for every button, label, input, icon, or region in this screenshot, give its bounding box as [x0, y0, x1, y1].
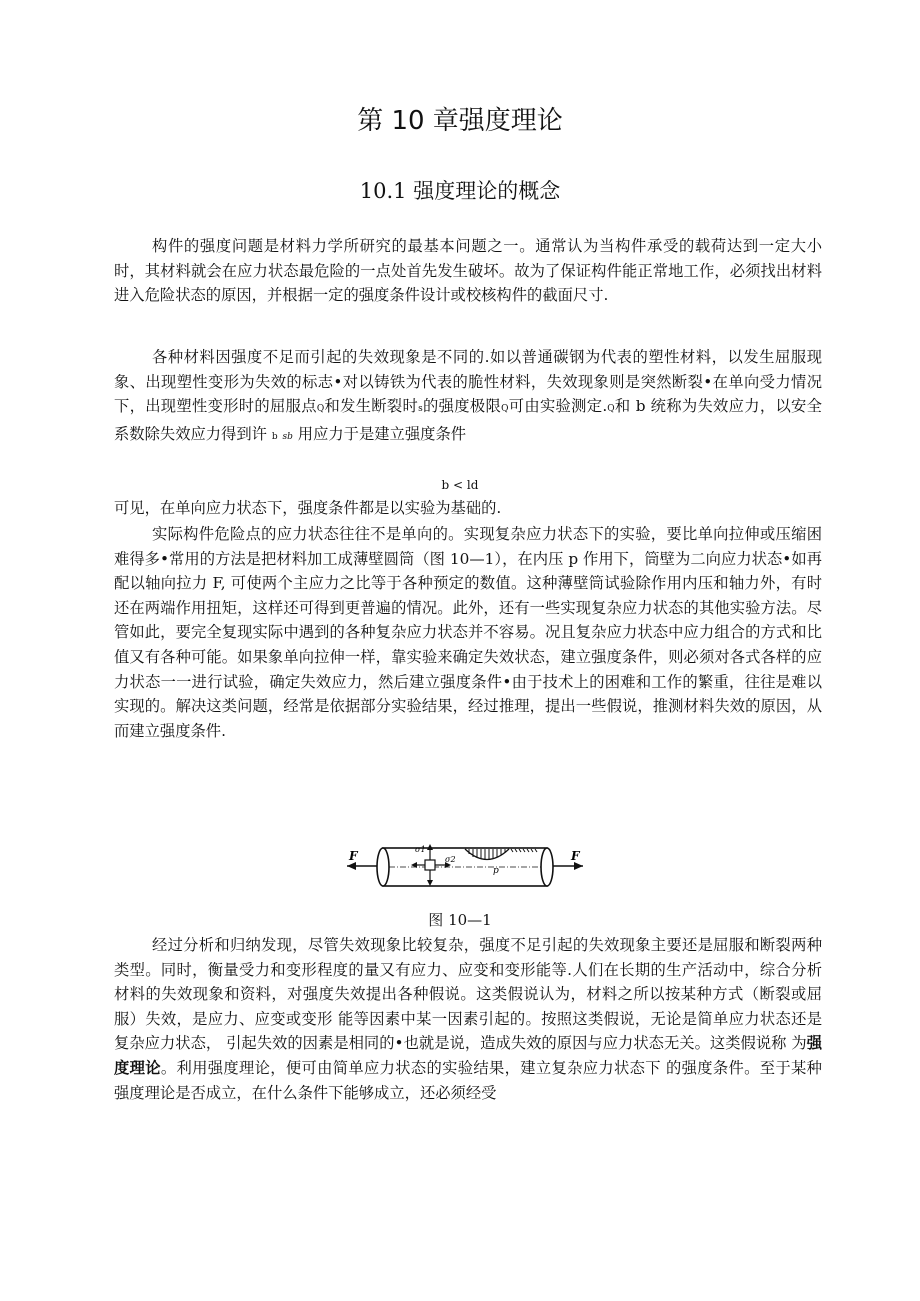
label-sigma1: σ1 — [415, 845, 426, 854]
cylinder-left-end — [377, 848, 389, 886]
section-title: 10.1 强度理论的概念 — [359, 179, 561, 203]
paragraph-2-text-a: 各种材料因强度不足而引起的失效现象是不同的.如以普通碳钢为代表的塑性材料，以发生屈服现象、出现塑性变形为失效的标志•对以铸铁为代表的脆性材料，失效现象则是突然断裂•在单向受力情况下，出现塑性变形时的屈服点 — [114, 348, 822, 416]
symbol-b: b — [271, 431, 278, 442]
figure-caption: 图 10—1 — [428, 911, 492, 929]
paragraph-5-text-b: 。利用强度理论，便可由简单应力状态的实验结果，建立复杂应力状态下 的强度条件。至于某种强度理论是否成立，在什么条件下能够成立，还必须经受 — [114, 1058, 822, 1102]
symbol-q3: Q — [607, 404, 615, 415]
paragraph-4: 实际构件危险点的应力状态往往不是单向的。实现复杂应力状态下的实验，要比单向拉伸或压缩困难得多•常用的方法是把材料加工成薄壁圆筒（图 10—1），在内压 p 作用下，筒壁为二向应力状态•如再配以轴向拉力 F, 可使两个主应力之比等于各种预定的数值。这种薄壁筒试验除作用内压和轴力外，有时还在两端作用扭矩，这样还可得到更普遍的情况。此外，还有一些实现复杂应力状态的其他实验方法。尽管如此，要完全复现实际中遇到的各种复杂应力状态并不容易。况且复杂应力状态中应力组合的方式和比值又有各种可能。如果象单向拉伸一样，靠实验来确定失效状态，建立强度条件，则必须对各式各样的应力状态一一进行试验，确定失效应力，然后建立强度条件•由于技术上的困难和工作的繁重，往往是难以实现的。解决这类问题，经常是依据部分实验结果，经过推理，提出一些假说，推测材料失效的原因，从而建立强度条件. — [114, 525, 822, 740]
label-sigma2: σ2 — [445, 855, 456, 864]
term-strength-theory: 强度理论 — [114, 1034, 822, 1077]
label-f-left: F — [349, 849, 358, 863]
paragraph-2 — [114, 345, 822, 449]
chapter-title: 第 10 章强度理论 — [357, 106, 563, 136]
pressure-curve — [465, 849, 509, 860]
paragraph-5 — [114, 933, 822, 1105]
force-arrowhead-left — [347, 862, 356, 870]
symbol-sb: sb — [282, 431, 293, 442]
stress-element — [425, 860, 435, 870]
paragraph-3: 可见，在单向应力状态下，强度条件都是以实验为基础的. — [114, 499, 502, 517]
force-arrowhead-right — [574, 862, 583, 870]
thin-wall-cylinder-figure — [345, 838, 585, 900]
paragraph-2-text-f: 用应力于是建立强度条件 — [297, 424, 467, 443]
label-f-right: F — [571, 849, 580, 863]
label-p: p — [493, 866, 499, 876]
paragraph-1: 构件的强度问题是材料力学所研究的最基本问题之一。通常认为当构件承受的载荷达到一定大小时，其材料就会在应力状态最危险的一点处首先发生破坏。故为了保证构件能正常地工作，必须找出材料进入危险状态的原因，并根据一定的强度条件设计或校核构件的截面尺寸. — [114, 237, 822, 305]
paragraph-2-text-e: 和 b 统称为失效应力，以安全系数除失效应力得到许 — [114, 397, 822, 443]
cylinder-right-end — [541, 848, 553, 886]
strength-formula: b < ld — [441, 478, 479, 492]
paragraph-2-text-b: 和发生断裂时 — [324, 397, 419, 416]
paragraph-2-text-d: 可由实验测定. — [508, 397, 608, 416]
paragraph-5-text-a: 经过分析和归纳发现，尽管失效现象比较复杂，强度不足引起的失效现象主要还是屈服和断裂两种类型。同时，衡量受力和变形程度的量又有应力、应变和变形能等.人们在长期的生产活动中，综合分析材料的失效现象和资料，对强度失效提出各种假说。这类假说认为，材料之所以按某种方式（断裂或屈服）失效，是应力、应变或变形 能等因素中某一因素引起的。按照这类假说，无论是简单应力状态还是复杂应力状态， 引起失效的因素是相同的•也就是说，造成失效的原因与应力状态无关。这类假说称 为 — [114, 936, 822, 1053]
symbol-s: s — [418, 404, 423, 415]
paragraph-2-text-c: 的强度极限 — [422, 397, 502, 416]
symbol-q1: Q — [316, 404, 325, 415]
symbol-q2: Q — [501, 404, 509, 415]
